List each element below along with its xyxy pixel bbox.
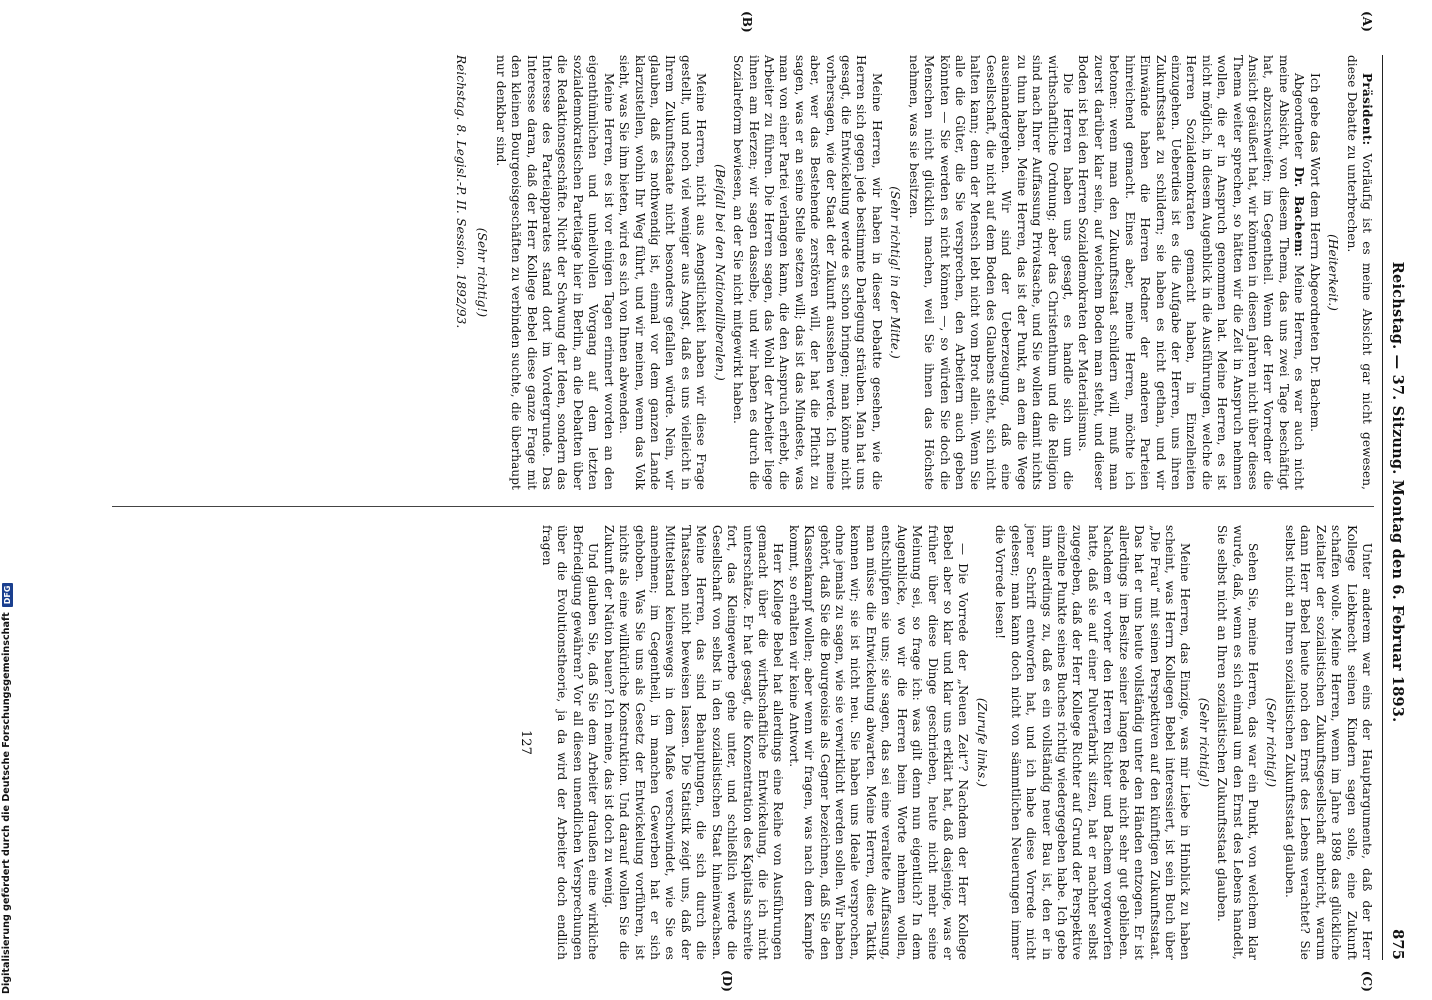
paragraph: — Die Vorrede der „Neuen Zeit“? Nachdem der Herr Kollege Bebel aber so klar und klar uns erklärt hat, daß dasjenige, was er früher über diese Dinge geschrieben, heute nicht mehr seine Meinung sei, so frage ich: was gilt denn nun eigentlich? In dem Augenblicke, wo wir die Herren beim Worte nehmen wollen, entschlüpfen sie uns; sie sagen, das sei eine veraltete Auffassung, man müsse die Entwickelung abwarten. Meine Herren, diese Taktik kennen wir; sie ist nicht neu. Sie haben uns Ideale versprochen, ohne jemals zu sagen, wie sie verwirklicht werden sollen. Wir haben gehört, daß Sie die Bourgeoisie als Gegner bezeichnen, daß Sie den Klassenkampf wollen; aber wenn wir fragen, was nach dem Kampfe kommt, so erhalten wir keine Antwort. [786,525,971,960]
paragraph: Unter anderem war eins der Hauptargumente, daß der Herr Kollege Liebknecht seinen Kindern sagen solle, eine Zukunft schaffen wolle. Meine Herren, wenn im Jahre 1898 das glückliche Zeitalter der sozialistischen Zukunftsgesellschaft anbricht, warum dann Herr Bebel heute noch den Ernst des Lebens verachtet? Sie selbst nicht an Ihren sozialistischen Zukunftsstaat glauben. [1282,525,1374,960]
margin-marker-c: (C) [1360,970,1374,992]
digitization-credit-line [0,0,14,1000]
interjection: (Sehr richtig! in der Mitte.) [888,186,903,359]
dfg-logo: DFG [2,583,13,608]
interjection: (Zurufe links.) [974,697,989,788]
text-columns [112,11,1374,992]
paragraph: Sehen Sie, meine Herren, das war ein Punkt, von welchem klar wurde, daß, wenn es sich einmal um den Ernst des Lebens handelt, Sie selbst nicht an Ihren sozialistischen Zukunftsstaat glauben. [1215,525,1261,960]
right-column [112,525,1374,992]
credit-text: Digitalisierung gefördert durch die Deutsche Forschungsgemeinschaft [1,612,12,994]
margin-marker-d: (D) [720,969,734,992]
paragraph: Herr Kollege Bebel hat allerdings eine Reihe von Ausführungen gemacht über die wirthschaftliche Entwickelung, die ich nicht unterschätze. Er hat gesagt, die Konzentration des Kapitals schreite fort, das Kleingewerbe gehe unter, und schließlich werde die Gesellschaft von selbst in den sozialistischen Staat hineinwachsen. Meine Herren, das sind Behauptungen, die sich durch die Thatsachen nicht beweisen lassen. Die Statistik zeigt uns, daß der Mittelstand keineswegs in dem Maße verschwindet, wie Sie es annehmen; im Gegentheil, in manchen Gewerben hat er sich gehoben. Was Sie uns als Gesetz der Entwickelung vorführen, ist nichts als eine willkürliche Konstruktion. Und darauf wollen Sie die Zukunft der Nation bauen? Ich meine, das ist doch zu wenig. [601,525,786,960]
paragraph: Meine Herren, das Einzige, was mir Liebe in Hinblick zu haben scheint, was Herrn Kollegen Bebel interessiert, ist sein Buch über „Die Frau“ mit seinen Perspektiven auf den künftigen Zukunftsstaat. Das hat er uns heute vollständig unter den Händen entzogen. Er ist allerdings im Besitze seiner langen Rede nicht sehr gut geblieben. Nachdem er vorher den Herren Richter und Bachem vorgeworfen hatte, daß sie auf einer Pulverfabrik sitzen, hat er nachher selbst zugegeben, daß der Herr Kollege Richter auf Grund der Perspektive einzelne Punkte seines Buches richtig wiedergegeben habe. Ich gebe ihm allerdings zu, daß es ein vollständig neuer Bau ist, den er in jener Schrift entworfen hat, und ich habe diese Vorrede nicht gelesen; man kann doch nicht von sämmtlichen Neuerungen immer die Vorrede lesen! [993,525,1193,960]
digitization-credit [0,0,14,1000]
interjection: (Beifall bei den Nationalliberalen.) [712,164,727,381]
speaker-title: Abgeordneter [1292,73,1307,167]
paragraph-text: Meine Herren, es war auch nicht meine Absicht, von diesem Thema, das uns zwei Tage beschäftigt hat, abzuschweifen; im Gegentheil. Wenn der Herr Vorredner die Ansicht geäußert hat, wir könnten in diesen Jahren nicht über dieses Thema weiter sprechen, so hätten wir die Zeit in Anspruch nehmen wollen, die er in Anspruch genommen hat. Meine Herren, es ist nicht möglich, in diesem Augenblick in die Ausführungen, welche die Herren Sozialdemokraten gemacht haben, in Einzelheiten einzugehen. Ueberdies ist es die Aufgabe der Herren, uns ihren Zukunftsstaat zu schildern; sie haben es nicht gethan, und wir Einwände haben die Herren Redner der anderen Parteien hinreichend gemacht. Eines aber, meine Herren, möchte ich betonen: wenn man den Zukunftsstaat schildern will, muß man zuerst darüber klar sein, auf welchem Boden man steht, und dieser Boden ist bei den Herren Sozialdemokraten der Materialismus. [1076,55,1307,491]
paragraph: Meine Herren, nicht aus Aengstlichkeit haben wir diese Frage gestellt, und noch viel weniger aus Angst, daß es uns vielleicht in Ihrem Zukunftsstaate nicht besonders gefallen würde. Nein, wir glauben, daß es nothwendig ist, einmal vor dem ganzen Lande klarzustellen, wohin Ihr Weg führt, und wir meinen, wenn das Volk sieht, was Sie ihm bieten, wird es sich von Ihnen abwenden. [617,55,709,490]
session-signature: Reichstag. 8. Legisl.-P. II. Session. 1892/93. [453,55,468,329]
paragraph: Meine Herren, wir haben in dieser Debatte gesehen, wie die Herren sich gegen jede bestimmte Darlegung sträuben. Man hat uns gesagt, die Entwickelung werde es schon bringen; man könne nicht vorhersagen, wie der Staat der Zukunft aussehen werde. Ich meine aber, wer das Bestehende zerstören will, der hat die Pflicht zu sagen, was er an seine Stelle setzen will; das ist das Mindeste, was man von einer Partei verlangen kann, die den Anspruch erhebt, die Arbeiter zu führen. Die Herren sagen, das Wohl der Arbeiter liege ihnen am Herzen; wir sagen dasselbe, und wir haben es durch die Sozialreform bewiesen, an der Sie nicht mitgewirkt haben. [731,55,884,490]
page-number: 127 [517,729,533,756]
left-column [112,11,1374,507]
speaker-name: Dr. Bachem: [1292,166,1307,257]
running-head: Reichstag. — 37. Sitzung. Montag den 6. Februar 1893. [1389,261,1406,723]
interjection: (Sehr richtig!) [1264,697,1279,788]
page-header [1382,55,1406,960]
paragraph: Ich gebe das Wort dem Herrn Abgeordneten Dr. Bachem. [1307,73,1322,433]
paragraph-text: Vorläufig ist es meine Absicht gar nicht gewesen, diese Debatte zu unterbrechen. [1344,55,1374,490]
paragraph: Die Herren haben uns gesagt, es handle sich um die wirthschaftliche Ordnung; aber das Christenthum und die Religion sind nach Ihrer Auffassung Privatsache, und Sie wollen damit nichts zu thun haben. Meine Herren, das ist der Punkt, an dem die Wege auseinandergehen. Wir sind der Ueberzeugung, daß eine Gesellschaft, die nicht auf dem Boden des Glaubens steht, sich nicht halten kann; denn der Mensch lebt nicht vom Brot allein. Wenn Sie alle die Güter, die Sie versprechen, den Arbeitern auch geben könnten — Sie werden es nicht können —, so würden Sie doch die Menschen nicht glücklich machen, weil Sie ihnen das Höchste nehmen, was sie besitzen. [906,55,1075,490]
paragraph [1075,55,1306,490]
paragraph: Meine Herren, es ist vor einigen Tagen erinnert worden an den eigenthümlichen und unheilvollen Vorgang auf dem letzten sozialdemokratischen Parteitage hier in Berlin, an die Debatten über die Redaktionsgeschäfte. Nicht der Schwung der Ideen, sondern das Interesse des Parteiapparates stand dort im Vordergrunde. Das Interesse daran, daß der Herr Kollege Bebel diese ganze Frage mit den kleinen Bourgeoisgeschäften zu verbinden suchte, die überhaupt nur denkbar sind. [493,55,616,490]
interjection: (Heiterkeit.) [1326,234,1341,311]
margin-marker-a: (A) [1360,11,1374,32]
paragraph: Und glauben Sie, daß Sie dem Arbeiter draußen eine wirkliche Befriedigung gewähren? Vor all diesen unendlichen Versprechungen über die Evolutionstheorie, ja da wird der Arbeiter doch endlich fragen [540,525,601,960]
interjection: (Sehr richtig!) [1196,697,1211,788]
page-folio: 875 [1389,929,1406,960]
margin-marker-b: (B) [740,11,754,33]
paragraph [1343,55,1374,490]
speaker-name: Präsident: [1360,73,1374,146]
interjection: (Sehr richtig!) [475,227,490,318]
